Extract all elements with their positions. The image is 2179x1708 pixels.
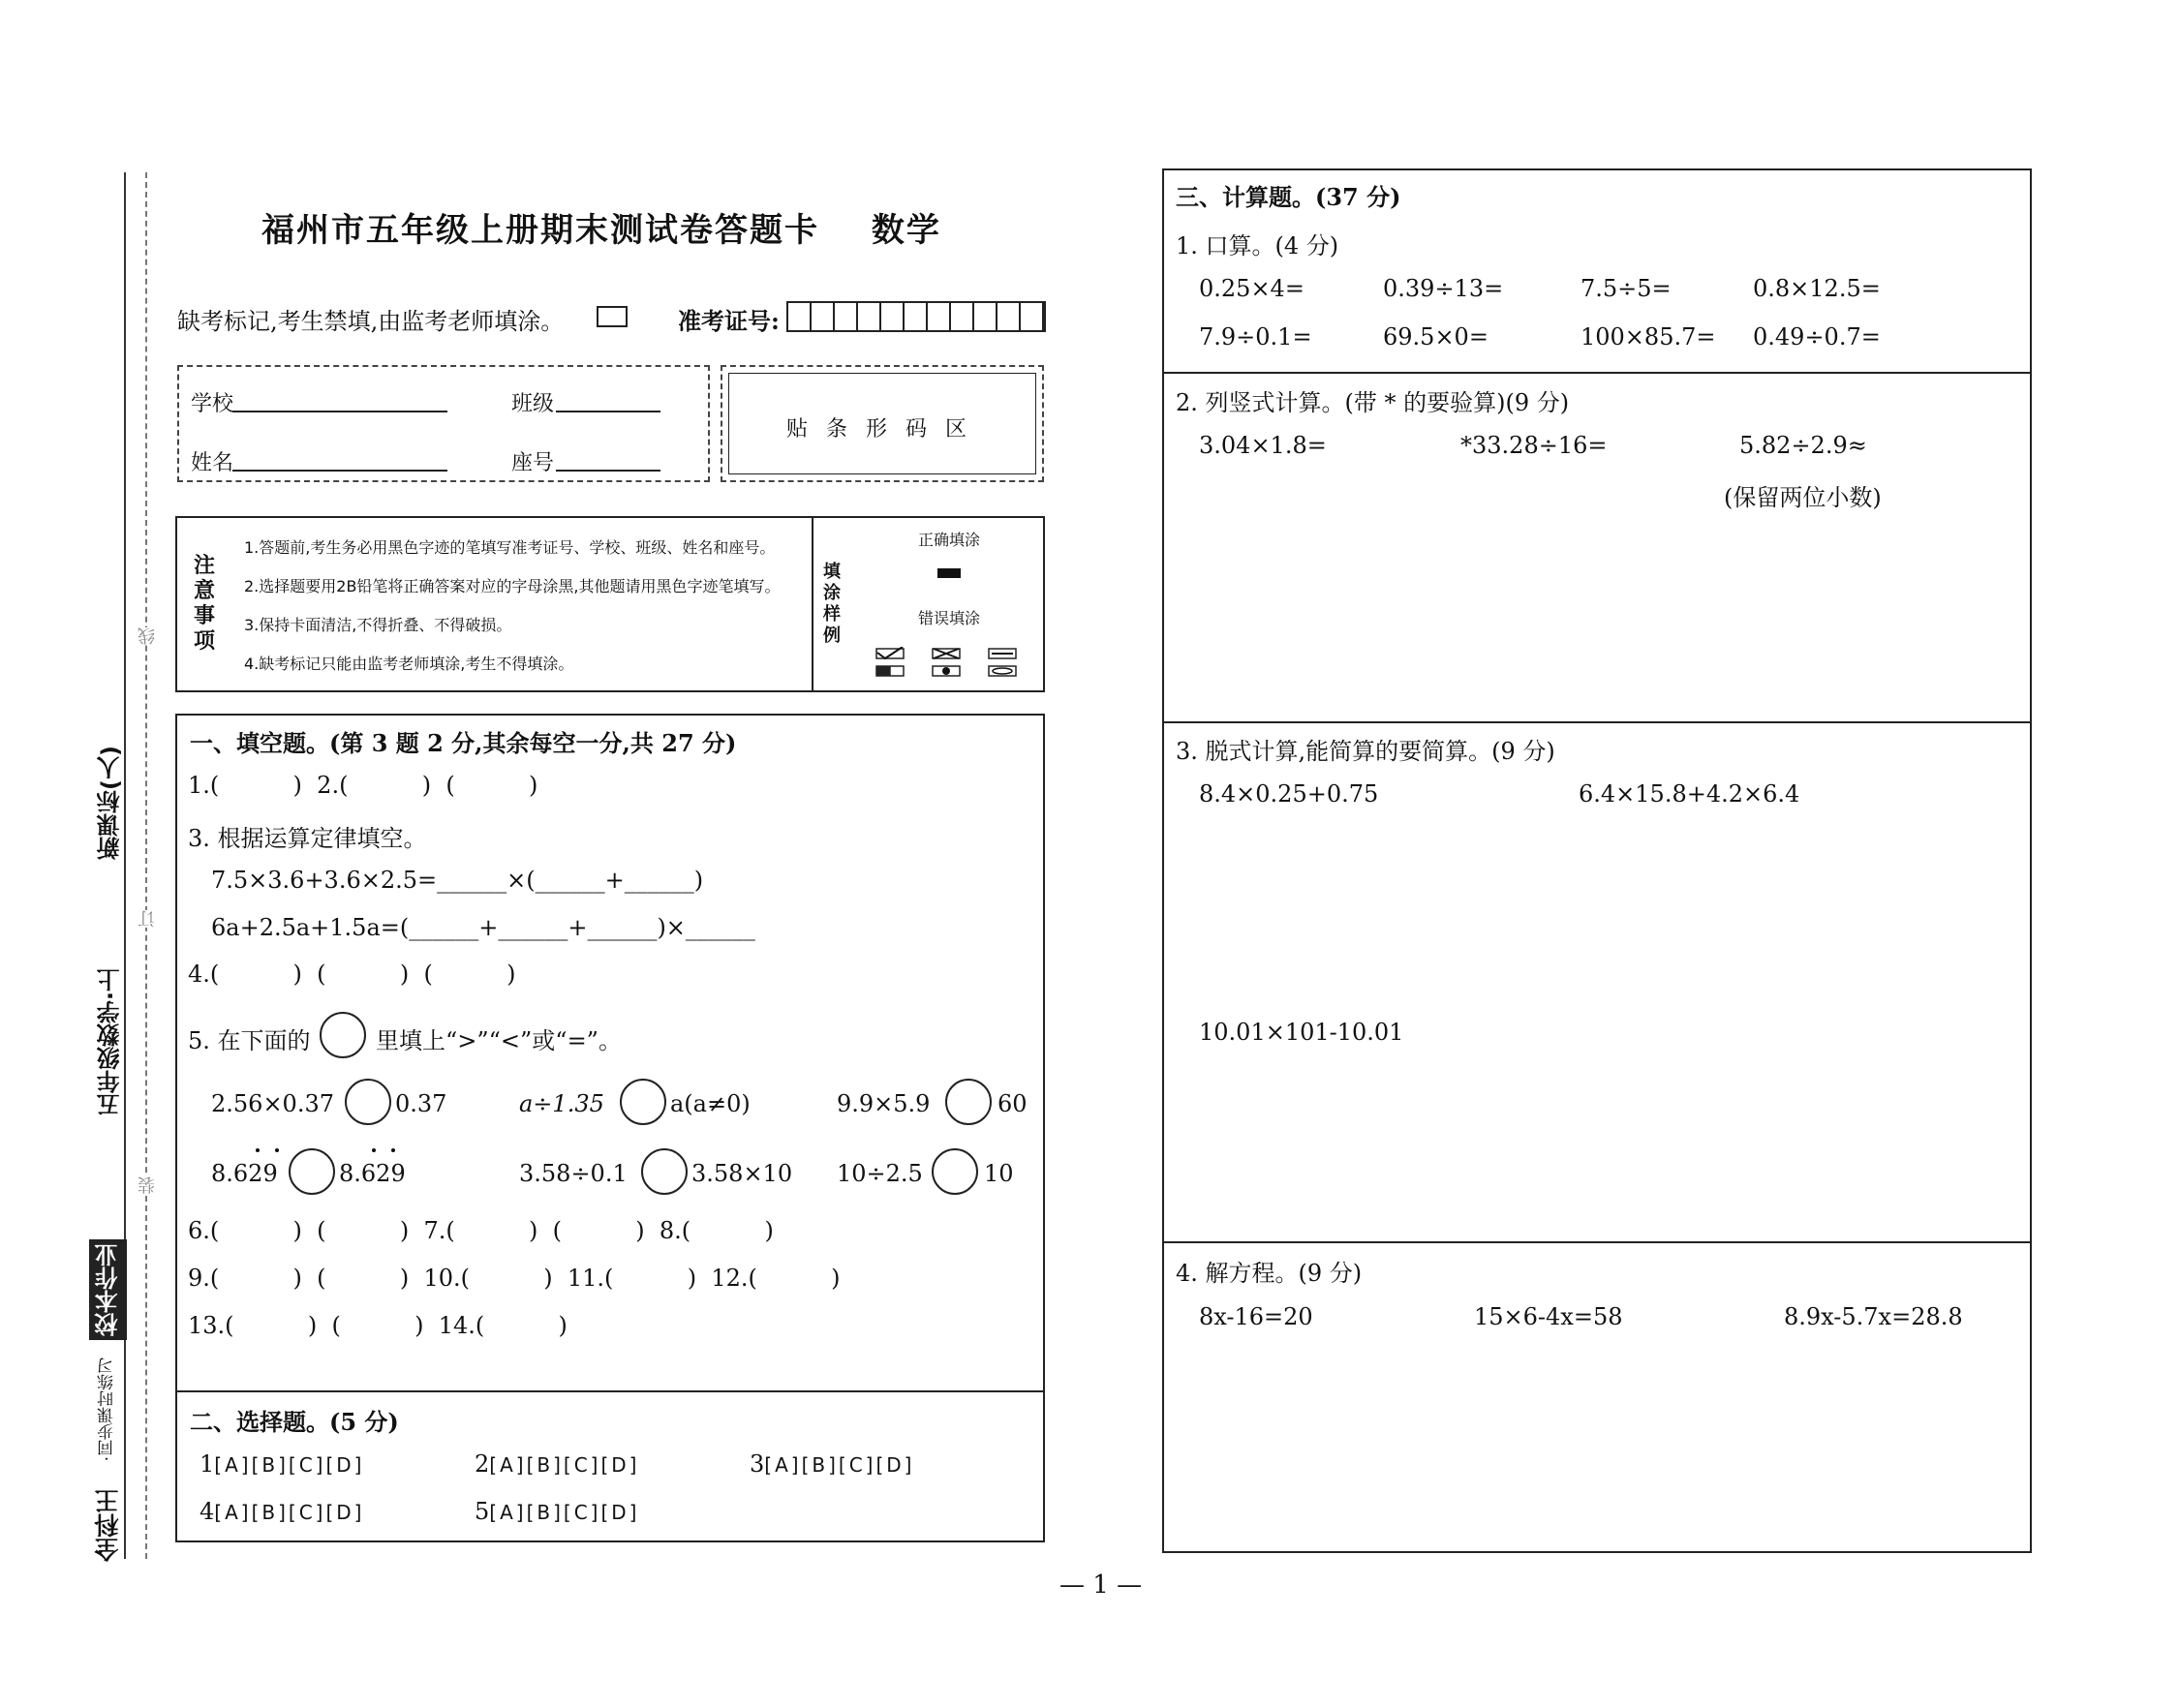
q5-circle-icon (320, 1012, 366, 1058)
choice-options[interactable]: [A][B][C][D] (489, 1453, 640, 1477)
choice-row[interactable] (199, 1450, 364, 1478)
cmp-left: 3.58÷0.1 (519, 1160, 628, 1187)
barcode-label: 贴 条 形 码 区 (786, 417, 972, 442)
part3-divider-3 (1162, 1241, 2032, 1243)
cut-mark-fold: 装 (136, 1176, 161, 1194)
cmp-circle[interactable] (932, 1148, 978, 1195)
exam-id-grid[interactable] (786, 301, 1046, 332)
stepwise-item[interactable]: 10.01×101-10.01 (1199, 1019, 1404, 1046)
cmp-right: a(a≠0) (670, 1090, 751, 1117)
notes-divider (812, 516, 813, 692)
seat-label: 座号 (511, 451, 555, 475)
oral-item[interactable]: 7.5÷5= (1581, 275, 1672, 302)
page-title (261, 203, 941, 251)
id-cell[interactable] (835, 303, 858, 330)
choice-number: 5 (475, 1498, 490, 1525)
stepwise-calc-title: 3. 脱式计算,能简算的要简算。(9 分) (1176, 738, 1555, 765)
stepwise-item[interactable]: 8.4×0.25+0.75 (1199, 780, 1379, 808)
cmp-right: 3.58×10 (691, 1160, 793, 1187)
cmp-circle[interactable] (620, 1079, 666, 1125)
cmp-right: 8.629 (339, 1160, 406, 1187)
note-item-3: 3.保持卡面清洁,不得折叠、不得破损。 (244, 616, 512, 634)
repeat-dots (368, 1148, 407, 1154)
repeat-dots (252, 1148, 291, 1154)
cmp-right: 60 (997, 1090, 1028, 1117)
choice-options[interactable]: [A][B][C][D] (764, 1453, 915, 1477)
note-item-4: 4.缺考标记只能由监考老师填涂,考生不得填涂。 (244, 655, 574, 673)
choice-number: 4 (199, 1498, 215, 1525)
q6-q8-answers[interactable]: 6.( ) ( ) 7.( ) ( ) 8.( ) (188, 1217, 774, 1244)
id-cell[interactable] (905, 303, 928, 330)
id-cell[interactable] (858, 303, 881, 330)
q4-answers[interactable]: 4.( ) ( ) ( ) (188, 961, 516, 988)
series-brand: 全科王 (94, 1489, 122, 1562)
cmp-right: 0.37 (395, 1090, 447, 1117)
part1-title: 一、填空题。(第 3 题 2 分,其余每空一分,共 27 分) (190, 729, 737, 757)
cmp-circle[interactable] (945, 1079, 992, 1125)
choice-options[interactable]: [A][B][C][D] (489, 1501, 640, 1524)
cmp-left: 2.56×0.37 (211, 1090, 334, 1117)
title-text: 福州市五年级上册期末测试卷答题卡 (261, 211, 819, 250)
student-info-box (177, 365, 710, 482)
choice-row[interactable] (199, 1498, 364, 1525)
cut-mark-bind: 订 (136, 910, 161, 928)
cmp-circle[interactable] (345, 1079, 391, 1125)
cmp-left: 10÷2.5 (837, 1160, 923, 1187)
name-label: 姓名 (191, 451, 234, 475)
q5-title-post: 里填上“>”“<”或“=”。 (376, 1027, 622, 1054)
note-item-2: 2.选择题要用2B铅笔将正确答案对应的字母涂黑,其他题请用黑色字迹笔填写。 (244, 577, 781, 595)
q3-title: 3. 根据运算定律填空。 (188, 825, 427, 852)
choice-number: 3 (750, 1450, 765, 1478)
part3-box (1162, 168, 2032, 1553)
cmp-right: 10 (984, 1160, 1014, 1187)
part3-divider-1 (1162, 372, 2032, 374)
class-label: 班级 (511, 392, 555, 416)
choice-number: 2 (475, 1450, 490, 1478)
series-tag: 校本作业 (89, 1239, 127, 1340)
grade-label: 五年级数学·上 (97, 968, 124, 1117)
correct-fill-mark (937, 568, 961, 578)
q5-title-pre: 5. 在下面的 (188, 1027, 311, 1054)
subject-text: 数学 (871, 211, 941, 250)
part3-title: 三、计算题。(37 分) (1176, 183, 1401, 211)
vertical-item[interactable]: 5.82÷2.9≈ (1739, 432, 1867, 459)
cmp-left: 8.629 (211, 1160, 278, 1187)
oral-item[interactable]: 0.8×12.5= (1753, 275, 1881, 302)
equation-title: 4. 解方程。(9 分) (1176, 1260, 1363, 1287)
series-sub: ·同步课时练习 (98, 1357, 117, 1462)
rounding-note: (保留两位小数) (1724, 484, 1882, 511)
wrong-sample-cross (933, 649, 960, 676)
id-cell[interactable] (928, 303, 951, 330)
choice-row[interactable] (750, 1450, 914, 1478)
school-label: 学校 (191, 392, 234, 416)
choice-options[interactable]: [A][B][C][D] (214, 1453, 365, 1477)
oral-item[interactable]: 100×85.7= (1581, 323, 1716, 351)
stepwise-item[interactable]: 6.4×15.8+4.2×6.4 (1579, 780, 1800, 808)
q9-q12-answers[interactable]: 9.( ) ( ) 10.( ) 11.( ) 12.( ) (188, 1265, 841, 1292)
oral-item[interactable]: 0.25×4= (1199, 275, 1304, 302)
vertical-calc-title: 2. 列竖式计算。(带 * 的要验算)(9 分) (1176, 389, 1570, 416)
oral-calc-title: 1. 口算。(4 分) (1176, 232, 1339, 259)
binding-solid-line (124, 172, 126, 1559)
id-cell[interactable] (951, 303, 974, 330)
q13-q14-answers[interactable]: 13.( ) ( ) 14.( ) (188, 1312, 568, 1339)
oral-item[interactable]: 0.39÷13= (1383, 275, 1504, 302)
equation-item[interactable]: 15×6-4x=58 (1474, 1303, 1623, 1330)
seat-field[interactable] (556, 470, 660, 472)
id-cell[interactable] (881, 303, 905, 330)
q3b-expression[interactable]: 6a+2.5a+1.5a=(______+______+______)×______ (211, 914, 755, 941)
sample-heading: 填涂样例 (823, 562, 841, 646)
id-cell[interactable] (812, 303, 835, 330)
equation-item[interactable]: 8.9x-5.7x=28.8 (1784, 1303, 1963, 1330)
q1-q2-answers[interactable]: 1.( ) 2.( ) ( ) (188, 772, 538, 799)
choice-number: 1 (199, 1450, 215, 1478)
cmp-left: 9.9×5.9 (837, 1090, 931, 1117)
school-field[interactable] (232, 411, 447, 412)
cmp-circle[interactable] (289, 1148, 335, 1195)
absent-checkbox[interactable] (597, 306, 628, 327)
id-cell[interactable] (974, 303, 997, 330)
wrong-sample-half (989, 649, 1016, 676)
part3-divider-2 (1162, 721, 2032, 723)
note-item-1: 1.答题前,考生务必用黑色字迹的笔填写准考证号、学校、班级、姓名和座号。 (244, 538, 776, 557)
wrong-fill-samples (872, 647, 1027, 680)
exam-id-label: 准考证号: (678, 307, 780, 335)
choice-row[interactable] (475, 1498, 639, 1525)
cut-mark-line: 线 (136, 627, 161, 645)
part2-title: 二、选择题。(5 分) (190, 1408, 399, 1436)
notes-heading: 注意事项 (194, 554, 216, 654)
id-cell[interactable] (788, 303, 812, 330)
oral-item[interactable]: 69.5×0= (1383, 323, 1488, 351)
vertical-item[interactable]: 3.04×1.8= (1199, 432, 1327, 459)
correct-fill-label: 正确填涂 (918, 531, 981, 549)
absent-note: 缺考标记,考生禁填,由监考老师填涂。 (177, 308, 565, 335)
equation-item[interactable]: 8x-16=20 (1199, 1303, 1313, 1330)
vertical-item[interactable]: *33.28÷16= (1460, 432, 1608, 459)
id-cell[interactable] (1021, 303, 1044, 330)
q3a-expression[interactable]: 7.5×3.6+3.6×2.5=______×(______+______) (211, 867, 704, 894)
oral-item[interactable]: 0.49÷0.7= (1753, 323, 1881, 351)
cmp-left: a÷1.35 (519, 1090, 604, 1117)
class-field[interactable] (556, 411, 660, 412)
cmp-circle[interactable] (641, 1148, 688, 1195)
oral-item[interactable]: 7.9÷0.1= (1199, 323, 1312, 351)
choice-row[interactable] (475, 1450, 639, 1478)
name-field[interactable] (232, 470, 447, 472)
edition-label: 新课标(人) (97, 746, 124, 860)
wrong-fill-label: 错误填涂 (918, 609, 981, 627)
id-cell[interactable] (997, 303, 1021, 330)
page-number: — 1 — (1059, 1571, 1143, 1600)
binding-dashed-line (145, 172, 147, 1559)
wrong-sample-check (876, 647, 904, 676)
choice-options[interactable]: [A][B][C][D] (214, 1501, 365, 1524)
